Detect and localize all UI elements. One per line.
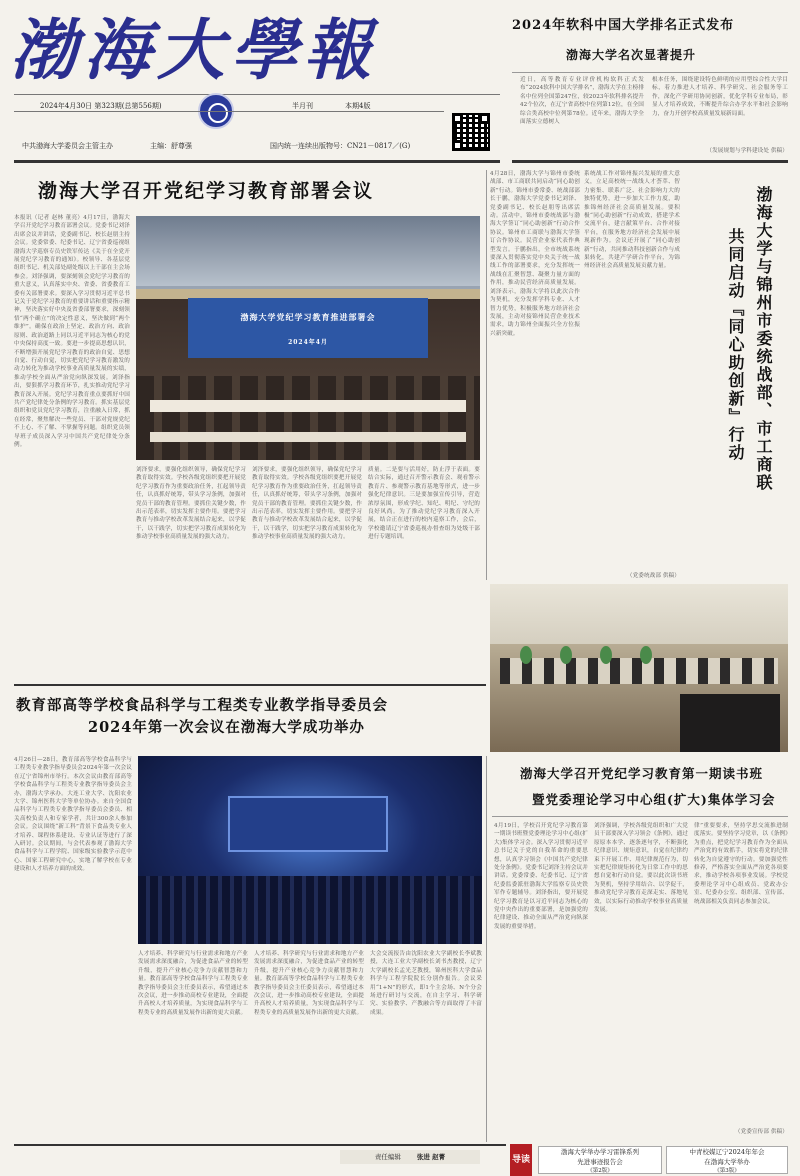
lead-col2: 刘泽要求，要强化组织领导，确保党纪学习教育取得实效。学校各级党组织要把开展党纪学习教育作为重要政治任务，扛起领导责任，认真抓好统筹，带头学习条例，加强对党员干部的教育管理。要抓住关键少数，作出示范表率，切实发挥主要作用。要把学习教育与推动学校改革发展结合起来，以学促干，以干践学，切实把学习教育成果转化为推动学校事业高质量发展的强大动力。 [136, 467, 246, 541]
second-col2: 人才培养、科学研究与行业需求和地方产业发展需求深度融合，为促进食品产业的转型升级，提升产业核心竞争力贡献智慧和力量。教育部高等学校食品科学与工程类专业教学指导委员会主任委员表示，希望通过本次会议，进一步推动高校专业建设，全面提升高校人才培养质量，为实现食品科学与工程类专业的高质量发展作出新的更大贡献。 [138, 951, 248, 1016]
side-col4: 4月28日，渤海大学与锦州市委统战部、市工商联共同启动“同心助创新”行动。锦州市委常委、统战部部长于鹏，渤海大学党委书记刘泽、党委副书记、校长赵朋等出席活动。活动中，锦州市委统战部与渤海大学签订“同心助创新”行动合作协议。锦州市工商联与渤海大学签订合作协议。民营企业家代表作典型发言。于鹏指出，全市统战系统要深入贯彻落实党中央关于统一战线工作的部署要求，充分发挥统一战线在汇聚智慧、凝聚力量方面的作用，推动民营经济高质量发展。刘泽表示，渤海大学将以此次合作为契机，充分发挥学科专业、人才智力优势，积极服务地方经济社会发展，主动对接锦州民营企业技术需求，助力锦州全面振兴全方位振兴新突破。 [490, 171, 580, 337]
second-col3: 大会交流报告由沈阳农业大学副校长李斌教授，大连工业大学副校长刘书杰教授，辽宁大学副校长孟光芝教授，锦州医科大学食品科学与工程学院院长分别作报告。会议采用“1+N”的形式，即1个主会场、N个分会场进行研讨与交流，在自主学习、科学研究、实验教学、产教融合等方面取得了丰富成果。 [370, 951, 482, 1016]
issue-date: 2024年4月30日 第323期(总第556期) [40, 102, 162, 110]
lead-col3: 质量。二是要与活用好，防止浮于表面。要结合实际，通过召开警示教育会、观看警示教育片、参观警示教育基地等形式，进一步强化纪律意识。三是要加强宣传引导，营造浓厚氛围，形成学纪、知纪、明纪、守纪的良好风尚。为了推动党纪学习教育深入开展，结合正在进行的校内巡察工作，会后，学校邀请辽宁省委巡视办督查组为处级干部进行专题培训。 [368, 467, 480, 541]
second-col2b: 人才培养、科学研究与行业需求和地方产业发展需求深度融合，为促进食品产业的转型升级，提升产业核心竞争力贡献智慧和力量。教育部高等学校食品科学与工程类专业教学指导委员会主任委员表示，希望通过本次会议，进一步推动高校专业建设，全面提升高校人才培养质量，为实现食品科学与工程类专业的高质量发展作出新的更大贡献。 [254, 951, 364, 1016]
guide-item-1[interactable] [538, 1146, 662, 1174]
issn: 国内统一连续出版物号：CN21－0817／(G) [270, 142, 411, 150]
top-article-byline: （发展规划与学科建设处 供稿） [706, 148, 788, 154]
meeting-photo [136, 216, 480, 460]
guide-label: 导读 [510, 1144, 532, 1176]
top-article-subtitle: 渤海大学名次显著提升 [566, 48, 697, 62]
cooperation-photo [490, 584, 788, 752]
issue-frequency: 半月刊 [292, 102, 313, 110]
meeting-banner [188, 298, 428, 358]
side-byline: （党委统战部 供稿） [626, 573, 680, 579]
chief-editor: 主编：舒尊强 [150, 142, 192, 150]
third-title1: 渤海大学召开党纪学习教育第一期读书班 [520, 766, 764, 781]
third-col1: 4月19日，学校召开党纪学习教育第一期读书班暨党委理论学习中心组(扩大)集体学习会。深入学习贯彻习近平总书记关于党的自我革命的重要思想，认真学习领会《中国共产党纪律处分条例》。党委书记刘泽主持会议并讲话。党委常委、纪委书记、辽宁省纪委监委派驻渤海大学监察专员史铁军作专题辅导。刘泽指出，要开展党纪学习教育是以习近平同志为核心的党中央作出的重要部署，是加强党的纪律建设、推动全面从严治党向纵深发展的重要举措。 [494, 823, 588, 930]
qr-code [452, 113, 490, 151]
lead-title: 渤海大学召开党纪学习教育部署会议 [38, 180, 375, 202]
top-article-title: 2024年软科中国大学排名正式发布 [512, 18, 735, 33]
third-col2: 刘泽强调，学校各级党组织和广大党员干部要深入学习领会《条例》，通过原原本本学、逐条逐句学，不断强化纪律意识、规矩意识，自觉在纪律约束下开展工作、用纪律规范行为，切实把纪律规矩转化为日常工作中的思想自觉和行动自觉。要以此次读书班为契机，坚持学用结合、以学促干，推动党纪学习教育走深走实、落地见效，以实际行动推动学校事业高质量发展。 [594, 823, 688, 914]
guide-item-1-page: 《第2版》 [587, 1168, 613, 1174]
third-title2: 暨党委理论学习中心组(扩大)集体学习会 [532, 792, 776, 807]
guide-item-1-line1: 渤海大学举办学习雷锋系列 [561, 1148, 639, 1156]
vertical-title-line1: 渤海大学与锦州市委统战部、市工商联 [754, 186, 773, 492]
top-article-col2: 根本任务，围绕建设特色鲜明的应用型综合性大学目标，着力推进人才培养、科学研究、社会服务等工作，深化产学研用协同创新，优化学科专业布局，彰显人才培养成效，不断提升综合办学水平和社会影响力，奋力开创学校高质量发展新局面。 [652, 77, 788, 117]
editors-names: 张进 赵菁 [416, 1153, 446, 1161]
banner-text: 渤海大学党纪学习教育推进部署会 [240, 312, 376, 322]
second-col-left: 4月26日—28日，教育部高等学校食品科学与工程类专业教学指导委员会2024年第一次会议在辽宁省锦州市举行。本次会议由教育部高等学校食品科学与工程类专业教学指导委员会主办，渤海大学承办。大连工业大学、沈阳农业大学、锦州医科大学等单位协办。来自全国食品科学与工程类专业教学指导委员会委员、相关高校负责人和专家学者，共计300余人参加会议。会议围绕“新工科”背景下食品类专业人才培养、课程体系建设、专业认证等进行了深入研讨。会议期间，与会代表参观了渤海大学食品科学与工程学院、国家级实验教学示范中心、国家工程研究中心，实地了解学校在专业建设和人才培养方面的成效。 [14, 757, 132, 873]
third-col3: 律”重要要求，坚持学思交流推进制度落实。要坚持学习党章，以《条例》为重点，把党纪学习教育作为全面从严治党的有效抓手，切实将党的纪律转化为自觉遵守的行动。要加强党性修养，严格落实全面从严治党各项要求，推动学校各项事业发展。学校党委理论学习中心组成员、党政办公室、纪委办公室、组织部、宣传部、统战部相关负责同志参加会议。 [694, 823, 788, 905]
guide-item-1-line2: 先进事迹报告会 [577, 1158, 623, 1166]
guide-item-2-line2: 在渤海大学举办 [704, 1158, 750, 1166]
side-col5: 系统战工作对锦州振兴发展的重大意义，立足高校统一战线人才荟萃、智力密集、联系广泛、社会影响力大的独特优势，进一步加大工作力度，助推锦州经济社会高质量发展。要积极“同心助创新”行动成效，搭建学术交流平台，建言献策平台、合作对接平台，在服务地方经济社会发展中展现新作为。会议还开展了“同心助创新”行动，共同推动科技创新合作与成果转化，共建产学研合作平台，为锦州经济社会高质量发展贡献力量。 [584, 171, 680, 270]
issue-sheets: 本期4版 [345, 102, 371, 110]
sponsor: 中共渤海大学委员会主管主办 [22, 142, 113, 150]
guide-item-2-page: 《第3版》 [714, 1168, 740, 1174]
third-byline: （党委宣传部 供稿） [734, 1129, 788, 1135]
masthead-bar [14, 160, 500, 163]
vertical-title-line2: 共同启动『同心助创新』行动 [726, 228, 745, 462]
lead-col2b: 刘泽要求，要强化组织领导，确保党纪学习教育取得实效。学校各级党组织要把开展党纪学习教育作为重要政治任务，扛起领导责任，认真抓好统筹，带头学习条例，加强对党员干部的教育管理。要抓住关键少数，作出示范表率，切实发挥主要作用。要把学习教育与推动学校改革发展结合起来，以学促干，以干践学，切实把学习教育成果转化为推动学校事业高质量发展的强大动力。 [252, 467, 362, 541]
lead-col-left: 本报讯（记者 赵林 董亮）4月17日，渤海大学召开党纪学习教育部署会议。党委书记刘泽出席会议并讲话，党委副书记、校长赵朋主持会议。党委常委、纪委书记、辽宁省委巡视组渤海大学巡察专员史铁军传达《关于在全党开展党纪学习教育的通知》。校领导、各基层党组织书记、机关部处副处级以上干部在主会场参会。刘泽强调，要深刻领会党纪学习教育的重大意义，认真落实中央、省委、省委教育工委有关部署要求。要深入学习贯彻习近平总书记关于党纪学习教育的重要讲话和重要指示精神，坚决落实好中央及省委部署要求，深刻领悟“两个确立”的决定性意义，坚决做到“两个维护”。确保在政治上坚定、政治方向、政治原则、政治道路上同以习近平同志为核心的党中央保持高度一致。要进一步提高思想认识，不断增强开展党纪学习教育的政治自觉、思想自觉、行动自觉，切实把党纪学习教育激发的动力转化为推动学校事业高质量发展的实绩，推动学校全面从严治党向纵深发展。刘泽指出，要狠抓学习教育环节，扎实推动党纪学习教育深入开展。党纪学习教育重点要抓好中国共产党纪律处分条例的学习教育。抓实基层党组织和党员党纪学习教育，注重融入日常，抓在经常，聚焦解决一些党员、干部对党规党纪不上心、不了解、不掌握等问题。组织党员领导班子成员深入学习中国共产党纪律处分条例。 [14, 215, 130, 448]
second-title1: 教育部高等学校食品科学与工程类专业教学指导委员会 [16, 697, 388, 714]
conference-photo [138, 756, 482, 944]
guide-item-2-line1: 中青校媒辽宁2024年年会 [689, 1148, 765, 1156]
banner-date: 2024年4月 [288, 339, 328, 346]
masthead-rule [14, 94, 500, 95]
editors-bar [340, 1150, 480, 1164]
guide-item-2[interactable] [666, 1146, 788, 1174]
masthead-title: 渤海大學報 [9, 11, 378, 89]
editors-label: 责任编辑 [374, 1153, 401, 1161]
top-article-col1: 近日，高等教育专业评价机构软科正式发布“2024软科中国大学排名”，渤海大学在主榜排名中位列全国第247位，较2023年软科排名提升42个位次，在辽宁省高校中位列第12位，在全国综合类高校中位列第78位。近年来，渤海大学全面落实立德树人 [520, 77, 644, 126]
second-title2: 2024年第一次会议在渤海大学成功举办 [88, 719, 365, 736]
